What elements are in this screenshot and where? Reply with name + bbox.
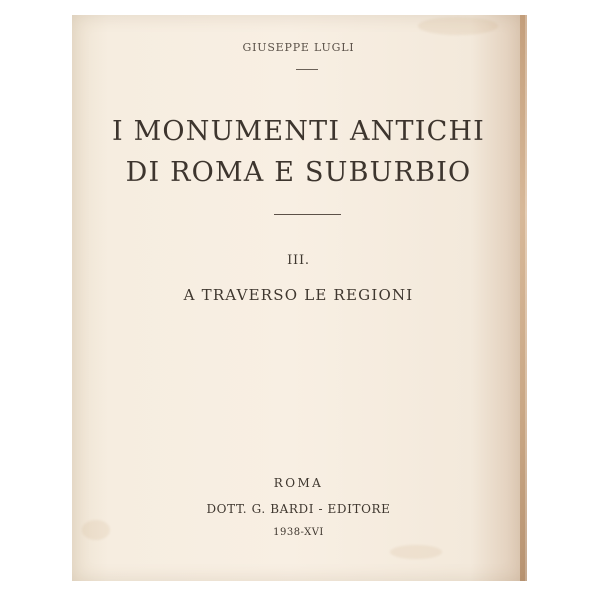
title-line-2: DI ROMA E SUBURBIO (125, 157, 472, 188)
paper-stain (418, 17, 498, 35)
author-divider (296, 69, 318, 70)
book-title (72, 111, 525, 193)
paper-stain (390, 545, 442, 559)
publication-date: 1938-XVI (273, 527, 324, 538)
title-divider (274, 214, 341, 215)
volume-subtitle: A TRAVERSO LE REGIONI (183, 286, 414, 304)
publication-place: ROMA (273, 476, 324, 490)
volume-number: III. (287, 253, 310, 268)
author-name: GIUSEPPE LUGLI (242, 41, 355, 54)
publisher-name: DOTT. G. BARDI - EDITORE (206, 502, 391, 516)
title-line-1: I MONUMENTI ANTICHI (111, 116, 486, 147)
